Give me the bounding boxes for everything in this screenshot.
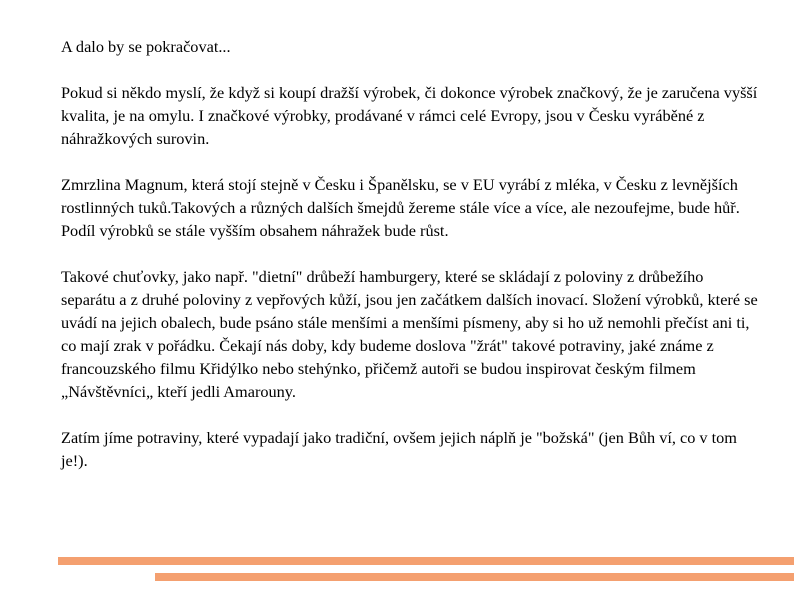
paragraph-2: Zmrzlina Magnum, která stojí stejně v Česku i Španělsku, se v EU vyrábí z mléka, v Česku z levnějších rostlinných tuků.Takových a různých dalších šmejdů žereme stále více a více, ale nezoufejme, bude hůř. Podíl výrobků se stále vyšším obsahem náhražek bude růst. xyxy=(61,175,740,240)
paragraph-3: Takové chuťovky, jako např. "dietní" drůbeží hamburgery, které se skládají z poloviny z drůbežího separátu a z druhé poloviny z vepřových kůží, jsou jen začátkem dalších inovací. Složení výrobků, které se uvádí na jejich obalech, bude psáno stále menšími a menšími písmeny, aby si ho už nemohli přečíst ani ti, co mají zrak v pořádku. Čekají nás doby, kdy budeme doslova "žrát" takové potraviny, jaké známe z francouzského filmu Křidýlko nebo stehýnko, přičemž autoři se budou inspirovat českým filmem „Návštěvníci„ kteří jedli Amarouny. xyxy=(61,267,758,401)
paragraph-4: Zatím jíme potraviny, které vypadají jako tradiční, ovšem jejich náplň je "božská" (jen Bůh ví, co v tom je!). xyxy=(61,428,737,470)
content-area xyxy=(47,30,769,548)
text-block xyxy=(61,35,761,495)
accent-bar-top xyxy=(58,557,794,565)
slide-title: A dalo by se pokračovat... xyxy=(61,37,231,56)
paragraph-1: Pokud si někdo myslí, že když si koupí dražší výrobek, či dokonce výrobek značkový, že je zaručena vyšší kvalita, je na omylu. I značkové výrobky, prodávané v rámci celé Evropy, jsou v Česku vyráběné z náhražkových surovin. xyxy=(61,83,758,148)
accent-bar-bottom xyxy=(155,573,794,581)
